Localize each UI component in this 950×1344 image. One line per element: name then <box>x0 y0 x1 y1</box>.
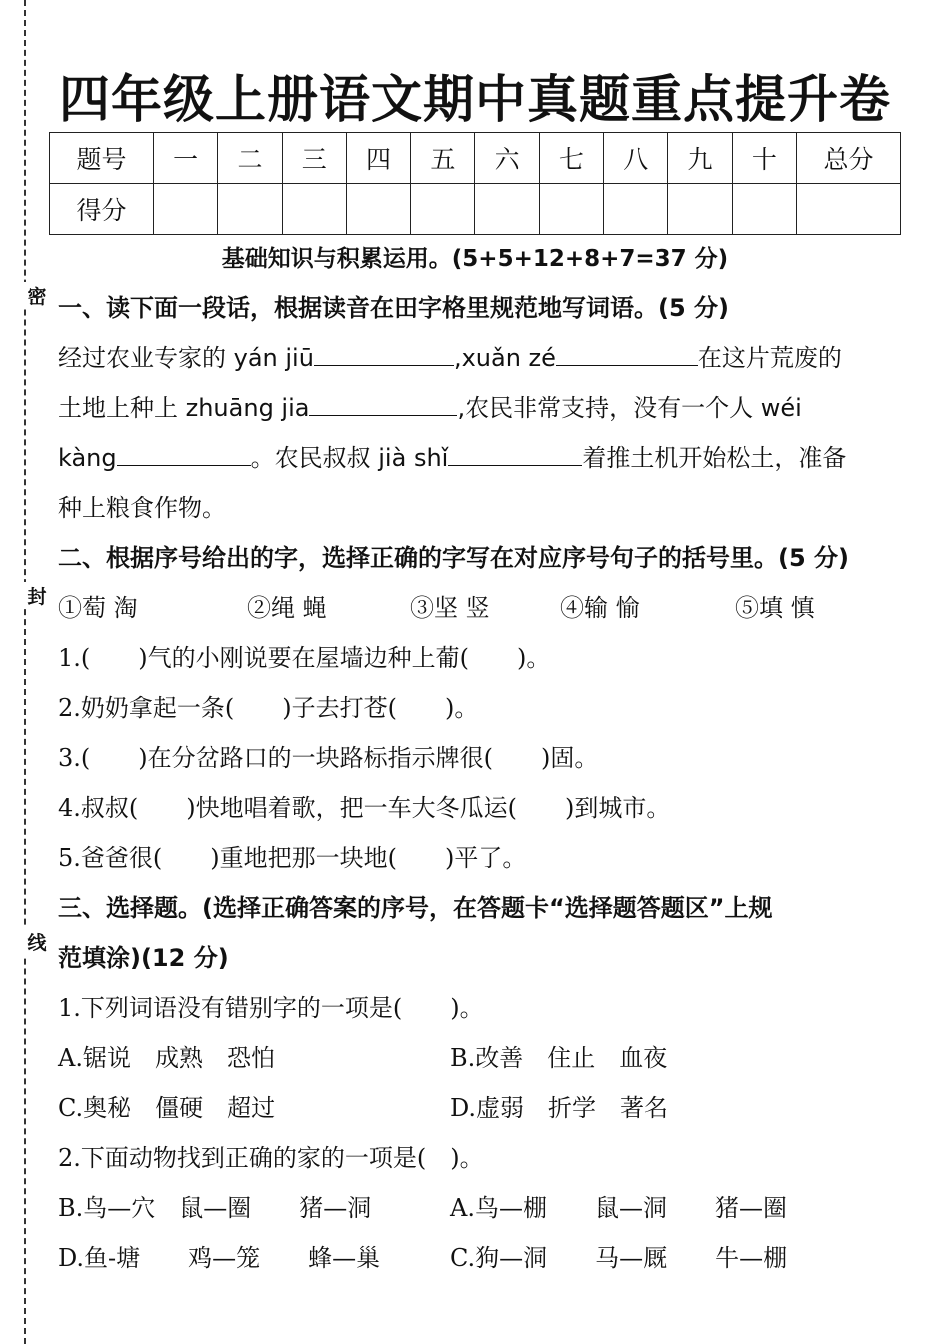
binding-dashed-line <box>24 0 26 1344</box>
header-cell: 七 <box>539 133 603 184</box>
score-row-label: 得分 <box>50 184 154 235</box>
score-table <box>49 132 901 235</box>
q2-option: ④输 愉 <box>560 594 640 622</box>
header-cell: 九 <box>668 133 732 184</box>
question-1-title: 一、读下面一段话，根据读音在田字格里规范地写词语。(5 分) <box>58 294 729 322</box>
header-cell: 一 <box>154 133 218 184</box>
answer-blank[interactable] <box>117 443 251 466</box>
answer-blank[interactable] <box>448 443 582 466</box>
q1-text: kàng <box>58 444 117 472</box>
q1-text: 土地上种上 zhuāng jia <box>58 394 310 422</box>
header-cell: 题号 <box>50 133 154 184</box>
exam-title: 四年级上册语文期中真题重点提升卷 <box>58 71 891 130</box>
header-cell: 六 <box>475 133 539 184</box>
section-heading: 基础知识与积累运用。(5+5+12+8+7=37 分) <box>221 246 729 272</box>
score-cell[interactable] <box>411 184 475 235</box>
answer-blank[interactable] <box>314 343 454 366</box>
q1-text: ,xuǎn zé <box>453 344 556 372</box>
header-cell: 十 <box>732 133 796 184</box>
q2-item: 2.奶奶拿起一条( )子去打苍( )。 <box>58 694 479 722</box>
q3-choice: C.奥秘 僵硬 超过 <box>58 1094 276 1122</box>
q2-option: ①萄 淘 <box>58 594 138 622</box>
answer-blank[interactable] <box>556 343 698 366</box>
q3-choice: D.鱼-塘 鸡—笼 蜂—巢 <box>58 1244 381 1272</box>
q3-choice: B.鸟—穴 鼠—圈 猪—洞 <box>58 1194 372 1222</box>
header-cell: 四 <box>346 133 410 184</box>
q3-choice: A.鸟—棚 鼠—洞 猪—圈 <box>450 1194 787 1222</box>
question-3-title-line-1: 三、选择题。(选择正确答案的序号，在答题卡“选择题答题区”上规 <box>58 894 773 922</box>
score-table-header-row <box>50 133 901 184</box>
q2-item: 3.( )在分岔路口的一块路标指示牌很( )固。 <box>58 744 599 772</box>
q3-choice: B.改善 住止 血夜 <box>450 1044 668 1072</box>
score-cell[interactable] <box>475 184 539 235</box>
score-table-score-row <box>50 184 901 235</box>
q1-text: 经过农业专家的 yán jiū <box>58 344 314 372</box>
answer-blank[interactable] <box>309 393 457 416</box>
header-cell: 总分 <box>797 133 901 184</box>
q3-choice: C.狗—洞 马—厩 牛—棚 <box>450 1244 788 1272</box>
score-cell[interactable] <box>539 184 603 235</box>
q2-option: ⑤填 慎 <box>735 594 815 622</box>
question-3-title-line-2: 范填涂)(12 分) <box>58 944 229 972</box>
q3-subquestion-2: 2.下面动物找到正确的家的一项是( )。 <box>58 1144 484 1172</box>
score-cell[interactable] <box>154 184 218 235</box>
binding-label-seal-1: 密 <box>24 282 50 309</box>
q3-subquestion-1: 1.下列词语没有错别字的一项是( )。 <box>58 994 484 1022</box>
q1-text: 着推土机开始松土，准备 <box>582 444 847 472</box>
q1-text: 在这片荒废的 <box>697 344 842 372</box>
score-cell[interactable] <box>732 184 796 235</box>
q3-choice: D.虚弱 折学 著名 <box>450 1094 669 1122</box>
question-2-title: 二、根据序号给出的字，选择正确的字写在对应序号句子的括号里。(5 分) <box>58 544 849 572</box>
binding-label-seal-2: 封 <box>24 582 50 609</box>
header-cell: 三 <box>282 133 346 184</box>
header-cell: 五 <box>411 133 475 184</box>
score-cell[interactable] <box>797 184 901 235</box>
binding-label-line: 线 <box>24 928 50 955</box>
header-cell: 八 <box>604 133 668 184</box>
score-cell[interactable] <box>346 184 410 235</box>
q2-option: ③坚 竖 <box>410 594 490 622</box>
q2-option: ②绳 蝇 <box>247 594 327 622</box>
q2-item: 5.爸爸很( )重地把那一块地( )平了。 <box>58 844 527 872</box>
q3-choice: A.锯说 成熟 恐怕 <box>58 1044 275 1072</box>
score-cell[interactable] <box>604 184 668 235</box>
q1-text: 。农民叔叔 jià shǐ <box>250 444 449 472</box>
header-cell: 二 <box>218 133 282 184</box>
q2-item: 4.叔叔( )快地唱着歌，把一车大冬瓜运( )到城市。 <box>58 794 671 822</box>
score-cell[interactable] <box>668 184 732 235</box>
score-cell[interactable] <box>218 184 282 235</box>
question-1-line-2 <box>58 390 802 426</box>
score-cell[interactable] <box>282 184 346 235</box>
question-1-line-3 <box>58 440 846 476</box>
q2-item: 1.( )气的小刚说要在屋墙边种上葡( )。 <box>58 644 551 672</box>
question-1-line-1 <box>58 340 842 376</box>
question-1-line-4: 种上粮食作物。 <box>58 494 226 522</box>
q1-text: ,农民非常支持，没有一个人 wéi <box>457 394 802 422</box>
